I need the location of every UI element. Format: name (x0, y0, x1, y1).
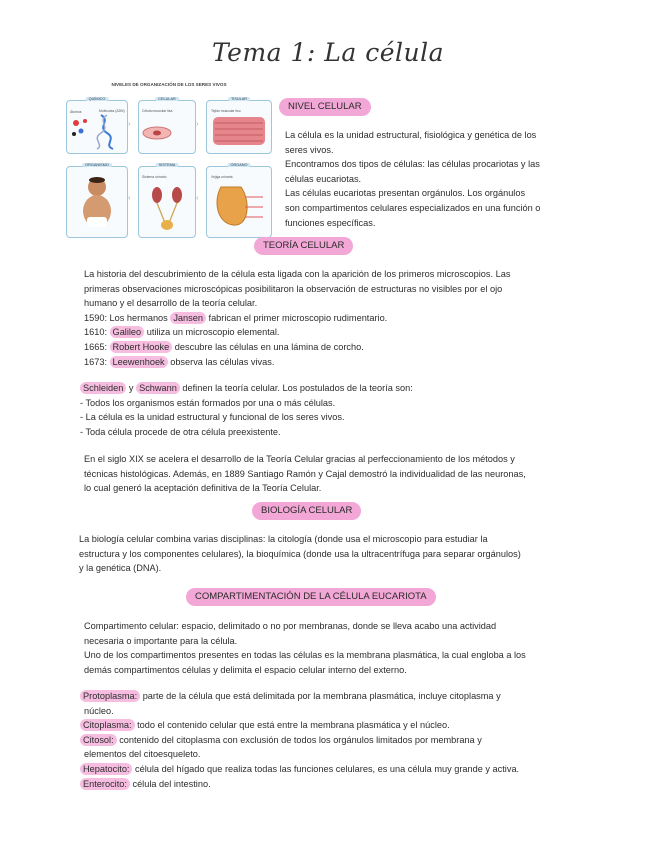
postulates-text (80, 381, 604, 439)
label-atomos: Átomos (70, 110, 82, 114)
paragraph-line: demás compartimentos células y delimita el espacio celular interno del externo. (84, 664, 407, 675)
paragraph-line: Las células eucariotas presentan orgánulos. Los orgánulos (285, 188, 526, 199)
highlight: Galileo (110, 326, 145, 338)
box-label: QUÍMICO (86, 97, 109, 101)
box-label: CELULAR (155, 97, 179, 101)
box-celular (138, 97, 196, 154)
compartimentacion-text (84, 619, 608, 677)
definition-item: Citoplasma: todo el contenido celular que está entre la membrana plasmática y el núcleo. (80, 718, 608, 733)
postulate-item: - La célula es la unidad estructural y funcional de los seres vivos. (80, 412, 345, 423)
box-label: ÓRGANO (228, 163, 251, 167)
teoria-closing-text (84, 452, 608, 496)
box-organismo (66, 163, 128, 238)
box-quimico (66, 97, 128, 154)
box-sistema (138, 163, 196, 238)
label-vejiga: Vejiga urinaria (211, 175, 233, 179)
timeline-item: 1590: Los hermanos Jansen fabrican el primer microscopio rudimentario. (84, 312, 388, 323)
highlight: Schwann (136, 382, 180, 394)
label-moleculas: Moléculas (ADN) (99, 109, 125, 113)
definition-term: Enterocito: (80, 778, 130, 790)
definition-item: Hepatocito: célula del hígado que realiza todas las funciones celulares, es una célula muy grande y activa. (80, 762, 608, 777)
paragraph-line: Encontramos dos tipos de células: las células procariotas y las (285, 159, 540, 170)
definition-item: Enterocito: célula del intestino. (80, 777, 608, 792)
paragraph-line: Compartimento celular: espacio, delimitado o no por membranas, donde se lleva acabo una actividad (84, 621, 497, 631)
paragraph-line: funciones específicas. (285, 217, 376, 228)
paragraph-line: son compartimentos celulares especializados en una función o (285, 202, 541, 213)
heading-compartimentacion: COMPARTIMENTACIÓN DE LA CÉLULA EUCARIOTA (186, 588, 436, 606)
paragraph-line: La historia del descubrimiento de la célula esta ligada con la aparición de los primeros microscopios. Las (84, 269, 511, 279)
arrow-right-icon: › (196, 119, 199, 128)
highlight: Leewenhoek (110, 356, 168, 368)
label-celula-muscular: Célula muscular lisa (142, 109, 173, 113)
arrow-left-icon: ‹ (128, 193, 131, 202)
paragraph-line: La célula es la unidad estructural, fisiológica y genética de los (285, 130, 537, 140)
paragraph-line: seres vivos. (285, 144, 334, 155)
organization-levels-figure (64, 82, 274, 238)
label-sistema-urinario: Sistema urinario (142, 175, 167, 179)
definition-continuation: núcleo. (84, 705, 114, 716)
box-label: SISTEMA (156, 163, 179, 167)
paragraph-line: estructura y los componentes celulares), la bioquímica (donde usa la ultracentrífuga para separar orgánulos) (79, 548, 521, 559)
paragraph-line: necesaria o importante para la célula. (84, 635, 238, 646)
timeline-item: 1665: Robert Hooke descubre las células en una lámina de corcho. (84, 341, 364, 352)
paragraph-line: En el siglo XIX se acelera el desarrollo de la Teoría Celular gracias al perfeccionamiento de los métodos y (84, 454, 515, 464)
arrow-right-icon: › (128, 119, 131, 128)
arrow-left-icon: ‹ (196, 193, 199, 202)
definition-item: Protoplasma: parte de la célula que está delimitada por la membrana plasmática, incluye citoplasma y (80, 689, 608, 704)
paragraph-line: técnicas histológicas. Además, en 1889 Santiago Ramón y Cajal demostró la individualidad de las neuronas, (84, 468, 526, 479)
heading-teoria-celular: TEORÍA CELULAR (254, 237, 353, 255)
heading-nivel-celular: NIVEL CELULAR (279, 98, 371, 116)
label-tejido-muscular: Tejido muscular liso (211, 109, 241, 113)
paragraph-line: y la genética (DNA). (79, 563, 162, 574)
page-title: Tema 1: La célula (211, 38, 445, 67)
postulate-item: - Todos los organismos están formados por una o más células. (80, 397, 336, 408)
definitions-list (80, 689, 608, 791)
paragraph-line: primeras observaciones microscópicas posibilitaron la observación de estructuras no visibles por el ojo (84, 283, 503, 294)
highlight: Jansen (170, 312, 206, 324)
timeline-item: 1610: Galileo utiliza un microscopio elemental. (84, 327, 280, 338)
definition-term: Citosol: (80, 734, 117, 746)
paragraph-line: La biología celular combina varias disciplinas: la citología (donde usa el microscopio para estudiar la (79, 534, 488, 544)
teoria-celular-text (84, 267, 604, 369)
box-tisular (206, 97, 272, 154)
box-label: ORGANISMO (82, 163, 112, 167)
highlight: Robert Hooke (110, 341, 173, 353)
highlight: Schleiden (80, 382, 126, 394)
definition-term: Hepatocito: (80, 763, 132, 775)
biologia-celular-text (79, 532, 607, 576)
heading-biologia-celular: BIOLOGÍA CELULAR (252, 502, 361, 520)
postulates-intro: Schleiden y Schwann definen la teoría celular. Los postulados de la teoría son: (80, 381, 604, 396)
definition-continuation: elementos del citoesqueleto. (84, 749, 201, 760)
definition-term: Citoplasma: (80, 719, 135, 731)
box-organo (206, 163, 272, 238)
paragraph-line: humano y el desarrollo de la teoría celular. (84, 298, 258, 309)
definition-item: Citosol: contenido del citoplasma con exclusión de todos los orgánulos limitados por membrana y (80, 733, 608, 748)
postulate-item: - Toda célula procede de otra célula preexistente. (80, 426, 281, 437)
paragraph-line: lo cual generó la aceptación definitiva de la Teoría Celular. (84, 483, 322, 494)
paragraph-line: Uno de los compartimentos presentes en todas las células es la membrana plasmática, la cual engloba a los (84, 650, 526, 661)
definition-term: Protoplasma: (80, 690, 140, 702)
baby-illustration (67, 167, 127, 237)
nivel-celular-text (285, 128, 595, 230)
figure-title: NIVELES DE ORGANIZACIÓN DE LOS SERES VIVOS (111, 82, 227, 87)
timeline-item: 1673: Leewenhoek observa las células vivas. (84, 356, 275, 367)
box-label: TISULAR (228, 97, 250, 101)
paragraph-line: células eucariotas. (285, 173, 362, 184)
